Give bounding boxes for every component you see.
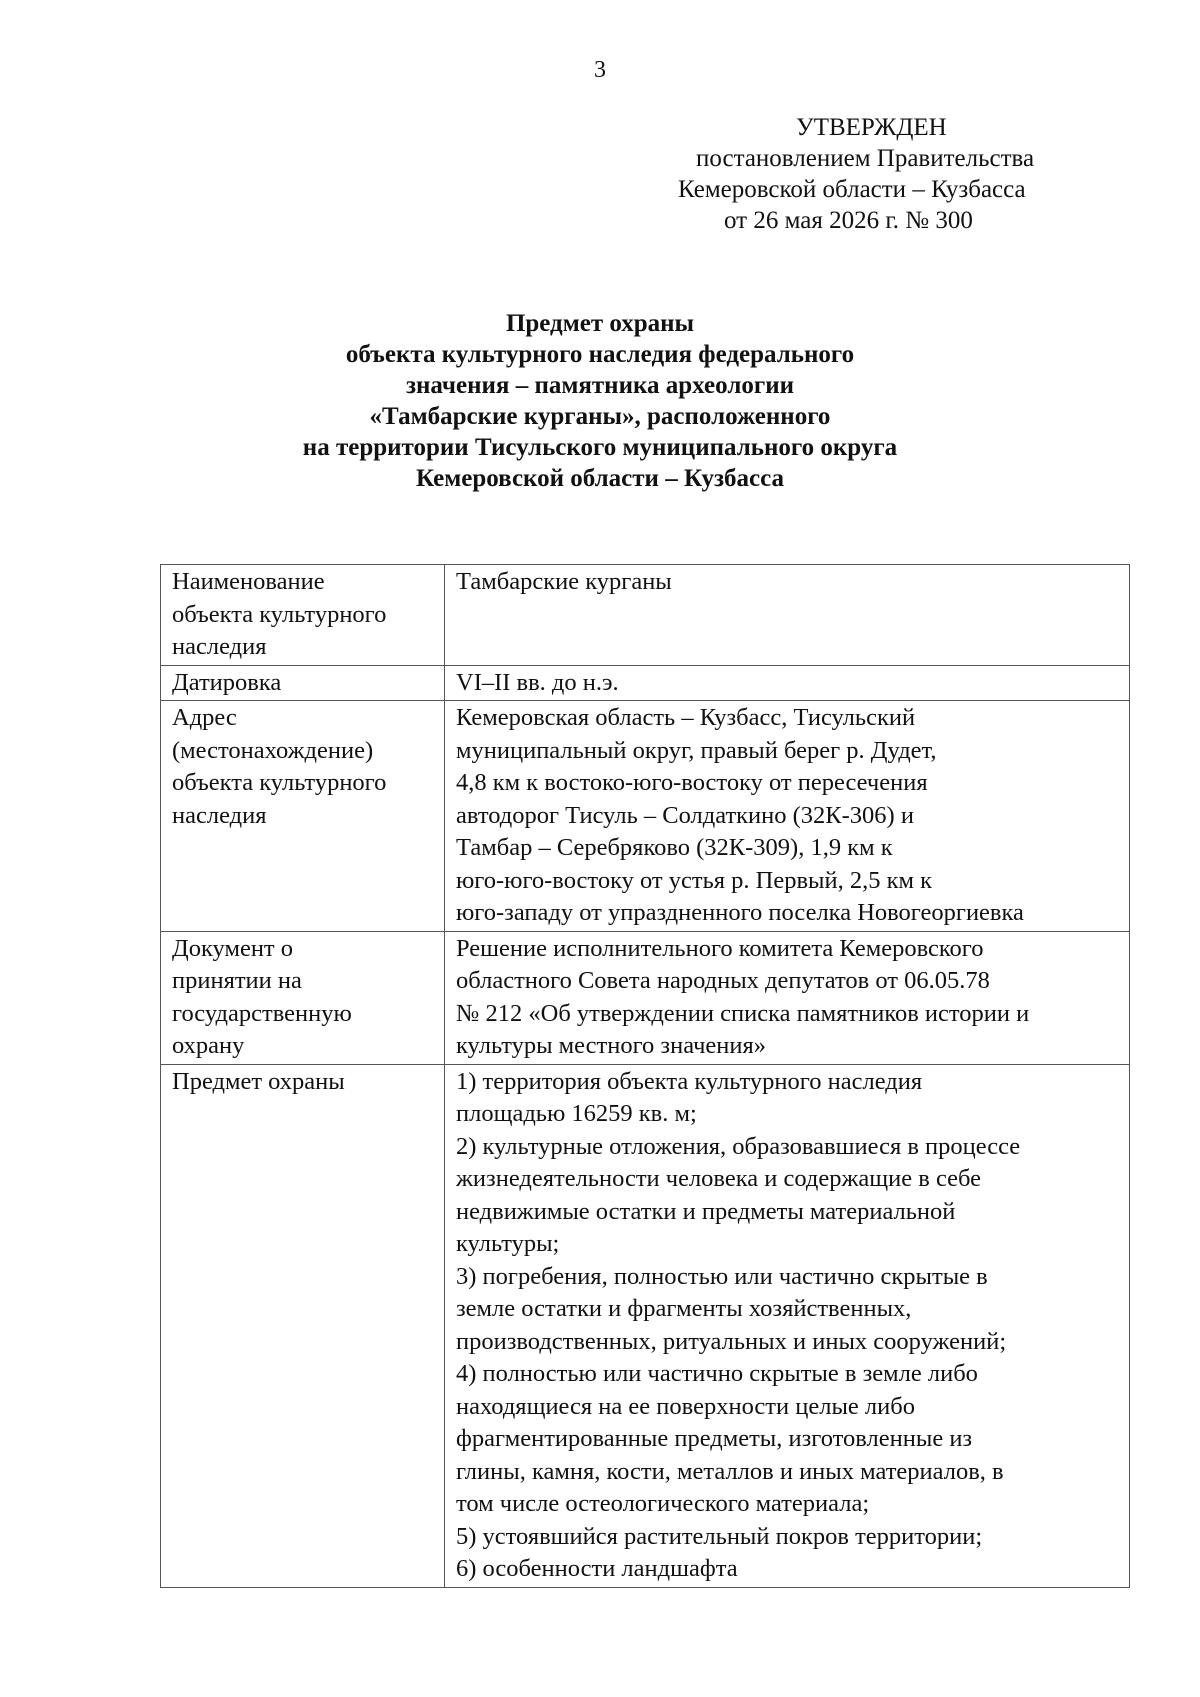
label-line: Предмет охраны	[172, 1067, 345, 1095]
value-line: фрагментированные предметы, изготовленные из	[456, 1425, 973, 1452]
label-line: наследия	[172, 633, 267, 660]
label-line: охрану	[172, 1032, 245, 1059]
value-line: производственных, ритуальных и иных сооружений;	[456, 1327, 1007, 1355]
value-line: недвижимые остатки и предметы материальной	[456, 1197, 956, 1225]
value-line: 5) устоявшийся растительный покров территории;	[456, 1522, 983, 1550]
table-row	[161, 931, 1130, 1064]
value-line: № 212 «Об утверждении списка памятников истории и	[456, 999, 1030, 1027]
value-line: Тамбарские курганы	[456, 568, 672, 595]
value-line: автодорог Тисуль – Солдаткино (32К-306) и	[456, 801, 914, 829]
value-line: 2) культурные отложения, образовавшиеся в процессе	[456, 1132, 1021, 1160]
value-line: Тамбар – Серебряково (32К-309), 1,9 км к	[456, 834, 893, 861]
row-label-protection-subject	[161, 1064, 445, 1587]
value-line: жизнедеятельности человека и содержащие в себе	[456, 1165, 982, 1192]
value-line: 1) территория объекта культурного наследия	[456, 1067, 923, 1095]
row-label-document	[161, 931, 445, 1064]
label-line: принятии на	[172, 967, 302, 994]
approval-line: постановлением Правительства	[696, 145, 1035, 172]
value-line: 4,8 км к востоко-юго-востоку от пересечения	[456, 769, 928, 796]
label-line: объекта культурного	[172, 769, 387, 796]
value-line: VI–II вв. до н.э.	[456, 668, 619, 696]
document-title	[0, 308, 1200, 494]
title-line: объекта культурного наследия федерального	[345, 341, 855, 368]
value-line: культуры;	[456, 1230, 560, 1257]
row-value-dating	[445, 665, 1130, 701]
title-line: «Тамбарские курганы», расположенного	[369, 403, 831, 430]
value-line: глины, камня, кости, металлов и иных материалов, в	[456, 1457, 1004, 1485]
table-row	[161, 565, 1130, 666]
label-line: Датировка	[172, 668, 282, 696]
page-number: 3	[594, 57, 606, 83]
value-line: 3) погребения, полностью или частично скрытые в	[456, 1262, 988, 1290]
table-row	[161, 701, 1130, 932]
value-line: находящиеся на ее поверхности целые либо	[456, 1392, 915, 1420]
label-line: наследия	[172, 801, 267, 829]
row-label-address	[161, 701, 445, 932]
value-line: Решение исполнительного комитета Кемеровского	[456, 934, 984, 962]
label-line: Адрес	[172, 704, 237, 731]
value-line: Кемеровская область – Кузбасс, Тисульский	[456, 704, 916, 731]
heritage-info-table	[160, 564, 1130, 1588]
approval-line: Кемеровской области – Кузбасса	[678, 176, 1026, 203]
table-row	[161, 665, 1130, 701]
title-line: Кемеровской области – Кузбасса	[415, 465, 785, 492]
title-line: значения – памятника археологии	[405, 372, 795, 399]
value-line: земле остатки и фрагменты хозяйственных,	[456, 1295, 912, 1322]
title-line: Предмет охраны	[505, 310, 695, 337]
value-line: площадью 16259 кв. м;	[456, 1100, 697, 1127]
value-line: муниципальный округ, правый берег р. Дудет,	[456, 736, 937, 764]
label-line: Наименование	[172, 568, 325, 595]
approval-date: от 26 мая 2026 г. № 300	[724, 207, 973, 234]
row-label-dating	[161, 665, 445, 701]
label-line: Документ о	[172, 934, 294, 962]
row-value-document	[445, 931, 1130, 1064]
row-label-name	[161, 565, 445, 666]
value-line: юго-юго-востоку от устья р. Первый, 2,5 км к	[456, 866, 933, 894]
label-line: объекта культурного	[172, 600, 387, 628]
value-line: областного Совета народных депутатов от 06.05.78	[456, 967, 990, 994]
title-line: на территории Тисульского муниципального округа	[302, 434, 898, 461]
value-line: 6) особенности ландшафта	[456, 1555, 738, 1582]
row-value-address	[445, 701, 1130, 932]
label-line: (местонахождение)	[172, 736, 374, 764]
approval-title: УТВЕРЖДЕН	[796, 114, 947, 141]
value-line: том числе остеологического материала;	[456, 1490, 870, 1517]
row-value-name	[445, 565, 1130, 666]
value-line: юго-западу от упраздненного поселка Новогеоргиевка	[456, 899, 1024, 926]
table-row	[161, 1064, 1130, 1587]
value-line: 4) полностью или частично скрытые в земле либо	[456, 1360, 978, 1387]
label-line: государственную	[172, 999, 352, 1027]
row-value-protection-subject	[445, 1064, 1130, 1587]
value-line: культуры местного значения»	[456, 1032, 767, 1059]
